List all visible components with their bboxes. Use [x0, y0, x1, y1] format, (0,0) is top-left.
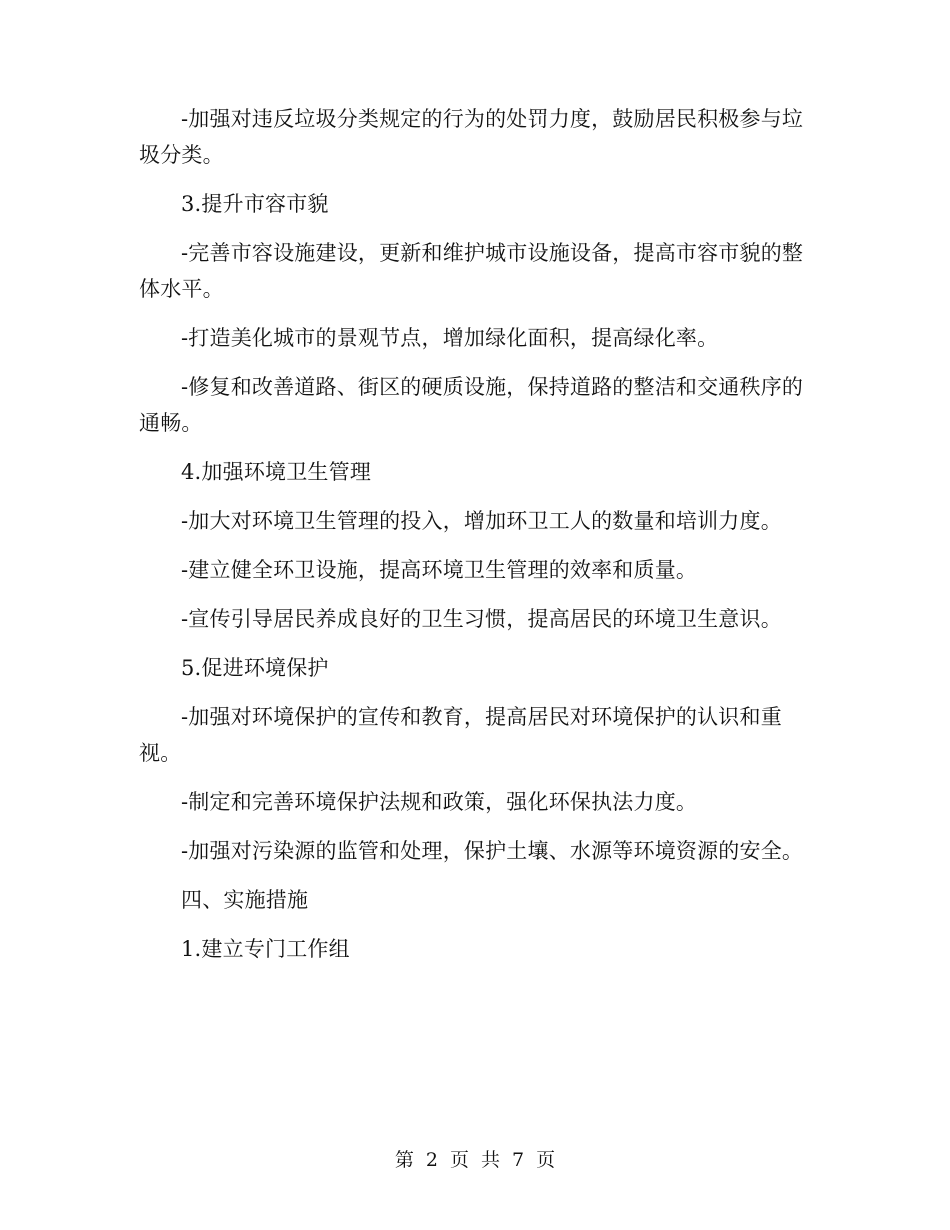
- paragraph-pollution-control: -加强对污染源的监管和处理，保护土壤、水源等环境资源的安全。: [181, 839, 804, 863]
- paragraph-roads: -修复和改善道路、街区的硬质设施，保持道路的整洁和交通秩序的通畅。: [139, 375, 804, 435]
- heading-city-appearance: 3.提升市容市貌: [181, 192, 329, 216]
- paragraph-hygiene-habits: -宣传引导居民养成良好的卫生习惯，提高居民的环境卫生意识。: [181, 607, 782, 631]
- document-body: [139, 101, 811, 980]
- paragraph-sanitation-facilities: -建立健全环卫设施，提高环境卫生管理的效率和质量。: [181, 558, 698, 582]
- paragraph-facilities: -完善市容设施建设，更新和维护城市设施设备，提高市容市貌的整体水平。: [139, 241, 804, 301]
- heading-implementation: 四、实施措施: [181, 888, 309, 912]
- paragraph-sanitation-investment: -加大对环境卫生管理的投入，增加环卫工人的数量和培训力度。: [181, 509, 782, 533]
- paragraph-penalty: -加强对违反垃圾分类规定的行为的处罚力度，鼓励居民积极参与垃圾分类。: [139, 107, 804, 167]
- paragraph-landscape: -打造美化城市的景观节点，增加绿化面积，提高绿化率。: [181, 326, 719, 350]
- paragraph-env-education: -加强对环境保护的宣传和教育，提高居民对环境保护的认识和重视。: [139, 705, 782, 765]
- heading-environment-protection: 5.促进环境保护: [181, 656, 329, 680]
- heading-sanitation: 4.加强环境卫生管理: [181, 460, 372, 484]
- paragraph-env-regulations: -制定和完善环境保护法规和政策，强化环保执法力度。: [181, 790, 698, 814]
- heading-working-group: 1.建立专门工作组: [181, 937, 350, 961]
- page-number-footer: 第 2 页 共 7 页: [394, 1149, 556, 1171]
